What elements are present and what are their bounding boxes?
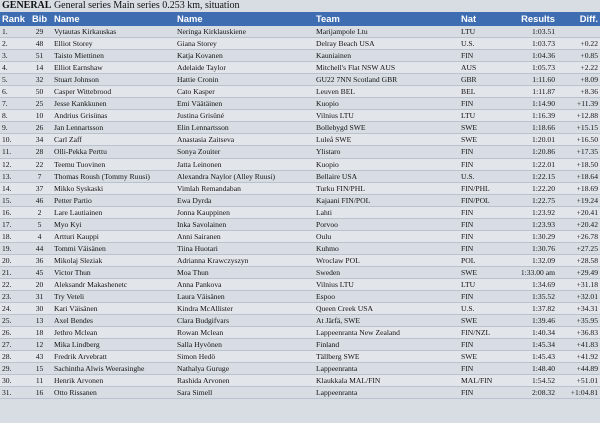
- cell-name2: Cato Kasper: [175, 86, 314, 98]
- cell-results: 1:33.00 am: [503, 266, 557, 278]
- table-row: [0, 38, 600, 50]
- cell-results: 1:23.93: [503, 218, 557, 230]
- cell-team: Ylistaro: [314, 146, 459, 158]
- cell-results: 1:22.75: [503, 194, 557, 206]
- table-row: [0, 327, 600, 339]
- cell-results: 1:22.20: [503, 182, 557, 194]
- cell-bib: 36: [27, 254, 52, 266]
- cell-name: Aleksandr Makashenetc: [52, 278, 175, 290]
- cell-team: Kauniainen: [314, 50, 459, 62]
- cell-name: Axel Bendes: [52, 315, 175, 327]
- cell-nat: GBR: [459, 74, 503, 86]
- cell-team: Kuhmo: [314, 242, 459, 254]
- cell-diff: +32.01: [557, 291, 600, 303]
- cell-name: Elliot Storey: [52, 38, 175, 50]
- table-row: [0, 170, 600, 182]
- cell-name2: Rowan Mclean: [175, 327, 314, 339]
- cell-name2: Salla Hyvönen: [175, 339, 314, 351]
- cell-name: Teemu Tuovinen: [52, 158, 175, 170]
- cell-diff: +26.78: [557, 230, 600, 242]
- col-header-rank[interactable]: Rank: [0, 12, 27, 26]
- cell-name: Fredrik Arvebratt: [52, 351, 175, 363]
- cell-nat: FIN: [459, 146, 503, 158]
- cell-team: Leuven BEL: [314, 86, 459, 98]
- cell-name: Stuart Johnson: [52, 74, 175, 86]
- cell-rank: 17.: [0, 218, 27, 230]
- cell-bib: 18: [27, 327, 52, 339]
- table-row: [0, 146, 600, 158]
- cell-team: Sweden: [314, 266, 459, 278]
- table-row: [0, 291, 600, 303]
- cell-name: Sachintha Alwis Weerasinghe: [52, 363, 175, 375]
- cell-rank: 16.: [0, 206, 27, 218]
- cell-nat: SWE: [459, 351, 503, 363]
- cell-bib: 13: [27, 315, 52, 327]
- cell-bib: 22: [27, 158, 52, 170]
- cell-team: Kuopio: [314, 98, 459, 110]
- cell-results: 1:05.73: [503, 62, 557, 74]
- header-row: [0, 12, 600, 26]
- cell-diff: +28.58: [557, 254, 600, 266]
- table-row: [0, 74, 600, 86]
- cell-bib: 30: [27, 303, 52, 315]
- cell-results: 1:39.46: [503, 315, 557, 327]
- cell-results: 1:23.92: [503, 206, 557, 218]
- cell-results: 1:22.01: [503, 158, 557, 170]
- cell-name: Andrius Grisünas: [52, 110, 175, 122]
- cell-bib: 5: [27, 218, 52, 230]
- cell-team: Vilnius LTU: [314, 278, 459, 290]
- cell-name: Mika Lindberg: [52, 339, 175, 351]
- cell-nat: FIN: [459, 387, 503, 399]
- cell-rank: 30.: [0, 375, 27, 387]
- cell-results: 1:37.82: [503, 303, 557, 315]
- cell-team: Porvoo: [314, 218, 459, 230]
- cell-bib: 25: [27, 98, 52, 110]
- cell-name2: Sara Simell: [175, 387, 314, 399]
- table-row: [0, 375, 600, 387]
- table-row: [0, 158, 600, 170]
- cell-nat: U.S.: [459, 303, 503, 315]
- cell-bib: 4: [27, 230, 52, 242]
- cell-name: Lare Lautiainen: [52, 206, 175, 218]
- cell-results: 1:20.86: [503, 146, 557, 158]
- table-row: [0, 339, 600, 351]
- cell-team: Lappeenranta: [314, 387, 459, 399]
- cell-results: 1:22.15: [503, 170, 557, 182]
- cell-team: Lappeenranta New Zealand: [314, 327, 459, 339]
- cell-nat: FIN/PHL: [459, 182, 503, 194]
- cell-name2: Kindra McAllister: [175, 303, 314, 315]
- cell-diff: +2.22: [557, 62, 600, 74]
- cell-name: Mikko Syskaski: [52, 182, 175, 194]
- cell-team: Mitchell's Flat NSW AUS: [314, 62, 459, 74]
- table-row: [0, 218, 600, 230]
- cell-diff: +18.64: [557, 170, 600, 182]
- cell-diff: +0.22: [557, 38, 600, 50]
- cell-nat: FIN: [459, 98, 503, 110]
- cell-bib: 11: [27, 375, 52, 387]
- cell-team: Lappeenranta: [314, 363, 459, 375]
- cell-diff: +19.24: [557, 194, 600, 206]
- cell-diff: +20.41: [557, 206, 600, 218]
- table-row: [0, 254, 600, 266]
- cell-rank: 28.: [0, 351, 27, 363]
- cell-diff: +51.01: [557, 375, 600, 387]
- table-row: [0, 315, 600, 327]
- cell-diff: +36.83: [557, 327, 600, 339]
- cell-name: Vytautas Kirkauskas: [52, 26, 175, 38]
- cell-nat: U.S.: [459, 38, 503, 50]
- cell-team: Lahti: [314, 206, 459, 218]
- cell-rank: 26.: [0, 327, 27, 339]
- cell-bib: 12: [27, 339, 52, 351]
- cell-bib: 32: [27, 74, 52, 86]
- cell-rank: 5.: [0, 74, 27, 86]
- table-row: [0, 62, 600, 74]
- cell-name: Henrik Arvonen: [52, 375, 175, 387]
- cell-diff: +0.85: [557, 50, 600, 62]
- cell-nat: AUS: [459, 62, 503, 74]
- cell-rank: 6.: [0, 86, 27, 98]
- col-header-name[interactable]: Name: [52, 12, 175, 26]
- cell-results: 1:18.66: [503, 122, 557, 134]
- cell-rank: 19.: [0, 242, 27, 254]
- page-title: [0, 0, 600, 12]
- cell-team: Vilnius LTU: [314, 110, 459, 122]
- cell-diff: +8.36: [557, 86, 600, 98]
- cell-rank: 25.: [0, 315, 27, 327]
- cell-bib: 28: [27, 146, 52, 158]
- cell-team: Kuopio: [314, 158, 459, 170]
- cell-rank: 21.: [0, 266, 27, 278]
- cell-bib: 7: [27, 170, 52, 182]
- cell-name: Casper Wittebrood: [52, 86, 175, 98]
- cell-results: 1:03.73: [503, 38, 557, 50]
- cell-name2: Sonya Zouiter: [175, 146, 314, 158]
- cell-rank: 29.: [0, 363, 27, 375]
- col-header-diff[interactable]: Diff.: [557, 12, 600, 26]
- cell-rank: 18.: [0, 230, 27, 242]
- cell-team: Kajaani FIN/POL: [314, 194, 459, 206]
- cell-nat: FIN/POL: [459, 194, 503, 206]
- col-header-nat[interactable]: Nat: [459, 12, 503, 26]
- cell-diff: +18.50: [557, 158, 600, 170]
- results-body: [0, 26, 600, 399]
- cell-bib: 37: [27, 182, 52, 194]
- cell-results: 1:30.76: [503, 242, 557, 254]
- cell-results: 1:32.09: [503, 254, 557, 266]
- cell-rank: 11.: [0, 146, 27, 158]
- cell-diff: +17.35: [557, 146, 600, 158]
- cell-nat: FIN: [459, 242, 503, 254]
- cell-team: GU22 7NN Scotland GBR: [314, 74, 459, 86]
- cell-nat: FIN: [459, 339, 503, 351]
- table-row: [0, 303, 600, 315]
- cell-diff: +1:04.81: [557, 387, 600, 399]
- cell-nat: LTU: [459, 26, 503, 38]
- table-row: [0, 363, 600, 375]
- table-row: [0, 134, 600, 146]
- cell-diff: +20.42: [557, 218, 600, 230]
- table-row: [0, 50, 600, 62]
- cell-name: Jesse Kankkunen: [52, 98, 175, 110]
- cell-name2: Neringa Kirklauskiene: [175, 26, 314, 38]
- cell-name2: Anna Pankova: [175, 278, 314, 290]
- cell-results: 1:40.34: [503, 327, 557, 339]
- cell-bib: 16: [27, 387, 52, 399]
- cell-nat: FIN: [459, 291, 503, 303]
- cell-bib: 34: [27, 134, 52, 146]
- table-row: [0, 182, 600, 194]
- cell-rank: 13.: [0, 170, 27, 182]
- cell-team: Bellaire USA: [314, 170, 459, 182]
- cell-results: 1:54.52: [503, 375, 557, 387]
- col-header-name2[interactable]: Name: [175, 12, 314, 26]
- cell-rank: 3.: [0, 50, 27, 62]
- cell-diff: +8.09: [557, 74, 600, 86]
- cell-name: Thomas Roush (Tommy Ruusi): [52, 170, 175, 182]
- cell-rank: 4.: [0, 62, 27, 74]
- cell-rank: 24.: [0, 303, 27, 315]
- cell-rank: 12.: [0, 158, 27, 170]
- page-title-strong: GENERAL: [2, 0, 52, 11]
- cell-results: 1:11.60: [503, 74, 557, 86]
- cell-name2: Hattie Cronin: [175, 74, 314, 86]
- cell-name: Jan Lennartsson: [52, 122, 175, 134]
- cell-name: Mikolaj Sleziak: [52, 254, 175, 266]
- cell-diff: +12.88: [557, 110, 600, 122]
- cell-nat: SWE: [459, 315, 503, 327]
- cell-bib: 31: [27, 291, 52, 303]
- results-table: [0, 12, 600, 399]
- table-row: [0, 122, 600, 134]
- cell-name: Carl Zaff: [52, 134, 175, 146]
- cell-name: Try Veteli: [52, 291, 175, 303]
- cell-name: Olli-Pekka Perttu: [52, 146, 175, 158]
- cell-name2: Nathalya Guruge: [175, 363, 314, 375]
- cell-bib: 44: [27, 242, 52, 254]
- cell-name: Artturi Kauppi: [52, 230, 175, 242]
- cell-name2: Justina Grisüné: [175, 110, 314, 122]
- cell-name2: Ewa Dyrda: [175, 194, 314, 206]
- cell-name: Myo Kyi: [52, 218, 175, 230]
- cell-bib: 20: [27, 278, 52, 290]
- cell-nat: FIN: [459, 363, 503, 375]
- cell-name2: Giana Storey: [175, 38, 314, 50]
- cell-team: Delray Beach USA: [314, 38, 459, 50]
- cell-results: 1:48.40: [503, 363, 557, 375]
- cell-results: 1:34.69: [503, 278, 557, 290]
- cell-bib: 14: [27, 62, 52, 74]
- cell-results: 1:14.90: [503, 98, 557, 110]
- cell-results: 1:35.52: [503, 291, 557, 303]
- cell-name2: Jatta Leinonen: [175, 158, 314, 170]
- cell-diff: +11.39: [557, 98, 600, 110]
- cell-rank: 20.: [0, 254, 27, 266]
- col-header-team[interactable]: Team: [314, 12, 459, 26]
- cell-team: Wroclaw POL: [314, 254, 459, 266]
- cell-nat: FIN: [459, 158, 503, 170]
- cell-results: 1:45.34: [503, 339, 557, 351]
- cell-results: 1:03.51: [503, 26, 557, 38]
- cell-diff: +44.89: [557, 363, 600, 375]
- cell-rank: 23.: [0, 291, 27, 303]
- cell-team: Marijampole Ltu: [314, 26, 459, 38]
- cell-name2: Clara Budgifvars: [175, 315, 314, 327]
- cell-diff: +41.83: [557, 339, 600, 351]
- cell-results: 1:30.29: [503, 230, 557, 242]
- cell-results: 1:11.87: [503, 86, 557, 98]
- cell-rank: 2.: [0, 38, 27, 50]
- cell-rank: 1.: [0, 26, 27, 38]
- page-title-rest: General series Main series 0.253 km, situation: [51, 0, 240, 11]
- cell-nat: FIN: [459, 218, 503, 230]
- cell-name2: Rashida Arvonen: [175, 375, 314, 387]
- cell-name: Victor Thun: [52, 266, 175, 278]
- cell-name2: Inka Savolainen: [175, 218, 314, 230]
- cell-diff: +34.31: [557, 303, 600, 315]
- cell-team: Tällberg SWE: [314, 351, 459, 363]
- cell-rank: 22.: [0, 278, 27, 290]
- cell-diff: +31.18: [557, 278, 600, 290]
- cell-name2: Anastasia Zaitseva: [175, 134, 314, 146]
- cell-name2: Adelaide Taylor: [175, 62, 314, 74]
- cell-nat: MAL/FIN: [459, 375, 503, 387]
- cell-rank: 14.: [0, 182, 27, 194]
- cell-name2: Adrianna Krawczyszyn: [175, 254, 314, 266]
- cell-bib: 50: [27, 86, 52, 98]
- cell-nat: U.S.: [459, 170, 503, 182]
- cell-bib: 45: [27, 266, 52, 278]
- cell-diff: +41.92: [557, 351, 600, 363]
- cell-name2: Tiina Huotari: [175, 242, 314, 254]
- table-row: [0, 387, 600, 399]
- cell-rank: 8.: [0, 110, 27, 122]
- table-row: [0, 242, 600, 254]
- table-row: [0, 351, 600, 363]
- cell-name: Petter Partio: [52, 194, 175, 206]
- cell-name2: Moa Thun: [175, 266, 314, 278]
- cell-team: At Järfä, SWE: [314, 315, 459, 327]
- col-header-bib[interactable]: Bib: [27, 12, 52, 26]
- cell-diff: [557, 26, 600, 38]
- cell-rank: 31.: [0, 387, 27, 399]
- cell-diff: +27.25: [557, 242, 600, 254]
- cell-name2: Simon Hedö: [175, 351, 314, 363]
- cell-team: Klaukkala MAL/FIN: [314, 375, 459, 387]
- table-row: [0, 110, 600, 122]
- table-row: [0, 206, 600, 218]
- cell-bib: 46: [27, 194, 52, 206]
- cell-team: Luleå SWE: [314, 134, 459, 146]
- cell-nat: LTU: [459, 278, 503, 290]
- table-row: [0, 98, 600, 110]
- cell-diff: +18.69: [557, 182, 600, 194]
- cell-nat: FIN/NZL: [459, 327, 503, 339]
- cell-bib: 29: [27, 26, 52, 38]
- cell-diff: +29.49: [557, 266, 600, 278]
- cell-nat: SWE: [459, 122, 503, 134]
- cell-results: 1:20.01: [503, 134, 557, 146]
- table-row: [0, 26, 600, 38]
- cell-team: Espoo: [314, 291, 459, 303]
- cell-name2: Laura Väisänen: [175, 291, 314, 303]
- cell-bib: 48: [27, 38, 52, 50]
- cell-bib: 2: [27, 206, 52, 218]
- cell-diff: +16.50: [557, 134, 600, 146]
- cell-nat: SWE: [459, 134, 503, 146]
- cell-nat: LTU: [459, 110, 503, 122]
- cell-bib: 15: [27, 363, 52, 375]
- cell-name2: Elin Lennartsson: [175, 122, 314, 134]
- cell-name2: Anni Sairanen: [175, 230, 314, 242]
- cell-name: Otto Rissanen: [52, 387, 175, 399]
- cell-results: 2:08.32: [503, 387, 557, 399]
- cell-rank: 10.: [0, 134, 27, 146]
- table-row: [0, 266, 600, 278]
- cell-name: Taisto Miettinen: [52, 50, 175, 62]
- table-row: [0, 86, 600, 98]
- cell-nat: SWE: [459, 266, 503, 278]
- cell-results: 1:45.43: [503, 351, 557, 363]
- cell-team: Finland: [314, 339, 459, 351]
- cell-nat: FIN: [459, 206, 503, 218]
- cell-bib: 26: [27, 122, 52, 134]
- cell-results: 1:16.39: [503, 110, 557, 122]
- cell-bib: 51: [27, 50, 52, 62]
- cell-diff: +35.95: [557, 315, 600, 327]
- cell-bib: 43: [27, 351, 52, 363]
- cell-nat: POL: [459, 254, 503, 266]
- cell-results: 1:04.36: [503, 50, 557, 62]
- cell-rank: 7.: [0, 98, 27, 110]
- cell-rank: 15.: [0, 194, 27, 206]
- cell-nat: FIN: [459, 230, 503, 242]
- cell-bib: 10: [27, 110, 52, 122]
- cell-rank: 9.: [0, 122, 27, 134]
- cell-name: Tommi Väisänen: [52, 242, 175, 254]
- table-row: [0, 194, 600, 206]
- cell-name: Elliot Earnshaw: [52, 62, 175, 74]
- cell-name2: Katja Kovanen: [175, 50, 314, 62]
- table-row: [0, 278, 600, 290]
- cell-diff: +15.15: [557, 122, 600, 134]
- cell-nat: FIN: [459, 50, 503, 62]
- cell-team: Queen Creek USA: [314, 303, 459, 315]
- cell-team: Turku FIN/PHL: [314, 182, 459, 194]
- table-row: [0, 230, 600, 242]
- cell-name: Jethro Mclean: [52, 327, 175, 339]
- cell-nat: BEL: [459, 86, 503, 98]
- cell-name2: Vimlah Remandaban: [175, 182, 314, 194]
- col-header-results[interactable]: Results: [503, 12, 557, 26]
- cell-rank: 27.: [0, 339, 27, 351]
- cell-name2: Emi Väätäinen: [175, 98, 314, 110]
- cell-name2: Jonna Kauppinen: [175, 206, 314, 218]
- cell-team: Oulu: [314, 230, 459, 242]
- cell-team: Bollebygd SWE: [314, 122, 459, 134]
- cell-name2: Alexandra Naylor (Alley Ruusi): [175, 170, 314, 182]
- cell-name: Kari Väisänen: [52, 303, 175, 315]
